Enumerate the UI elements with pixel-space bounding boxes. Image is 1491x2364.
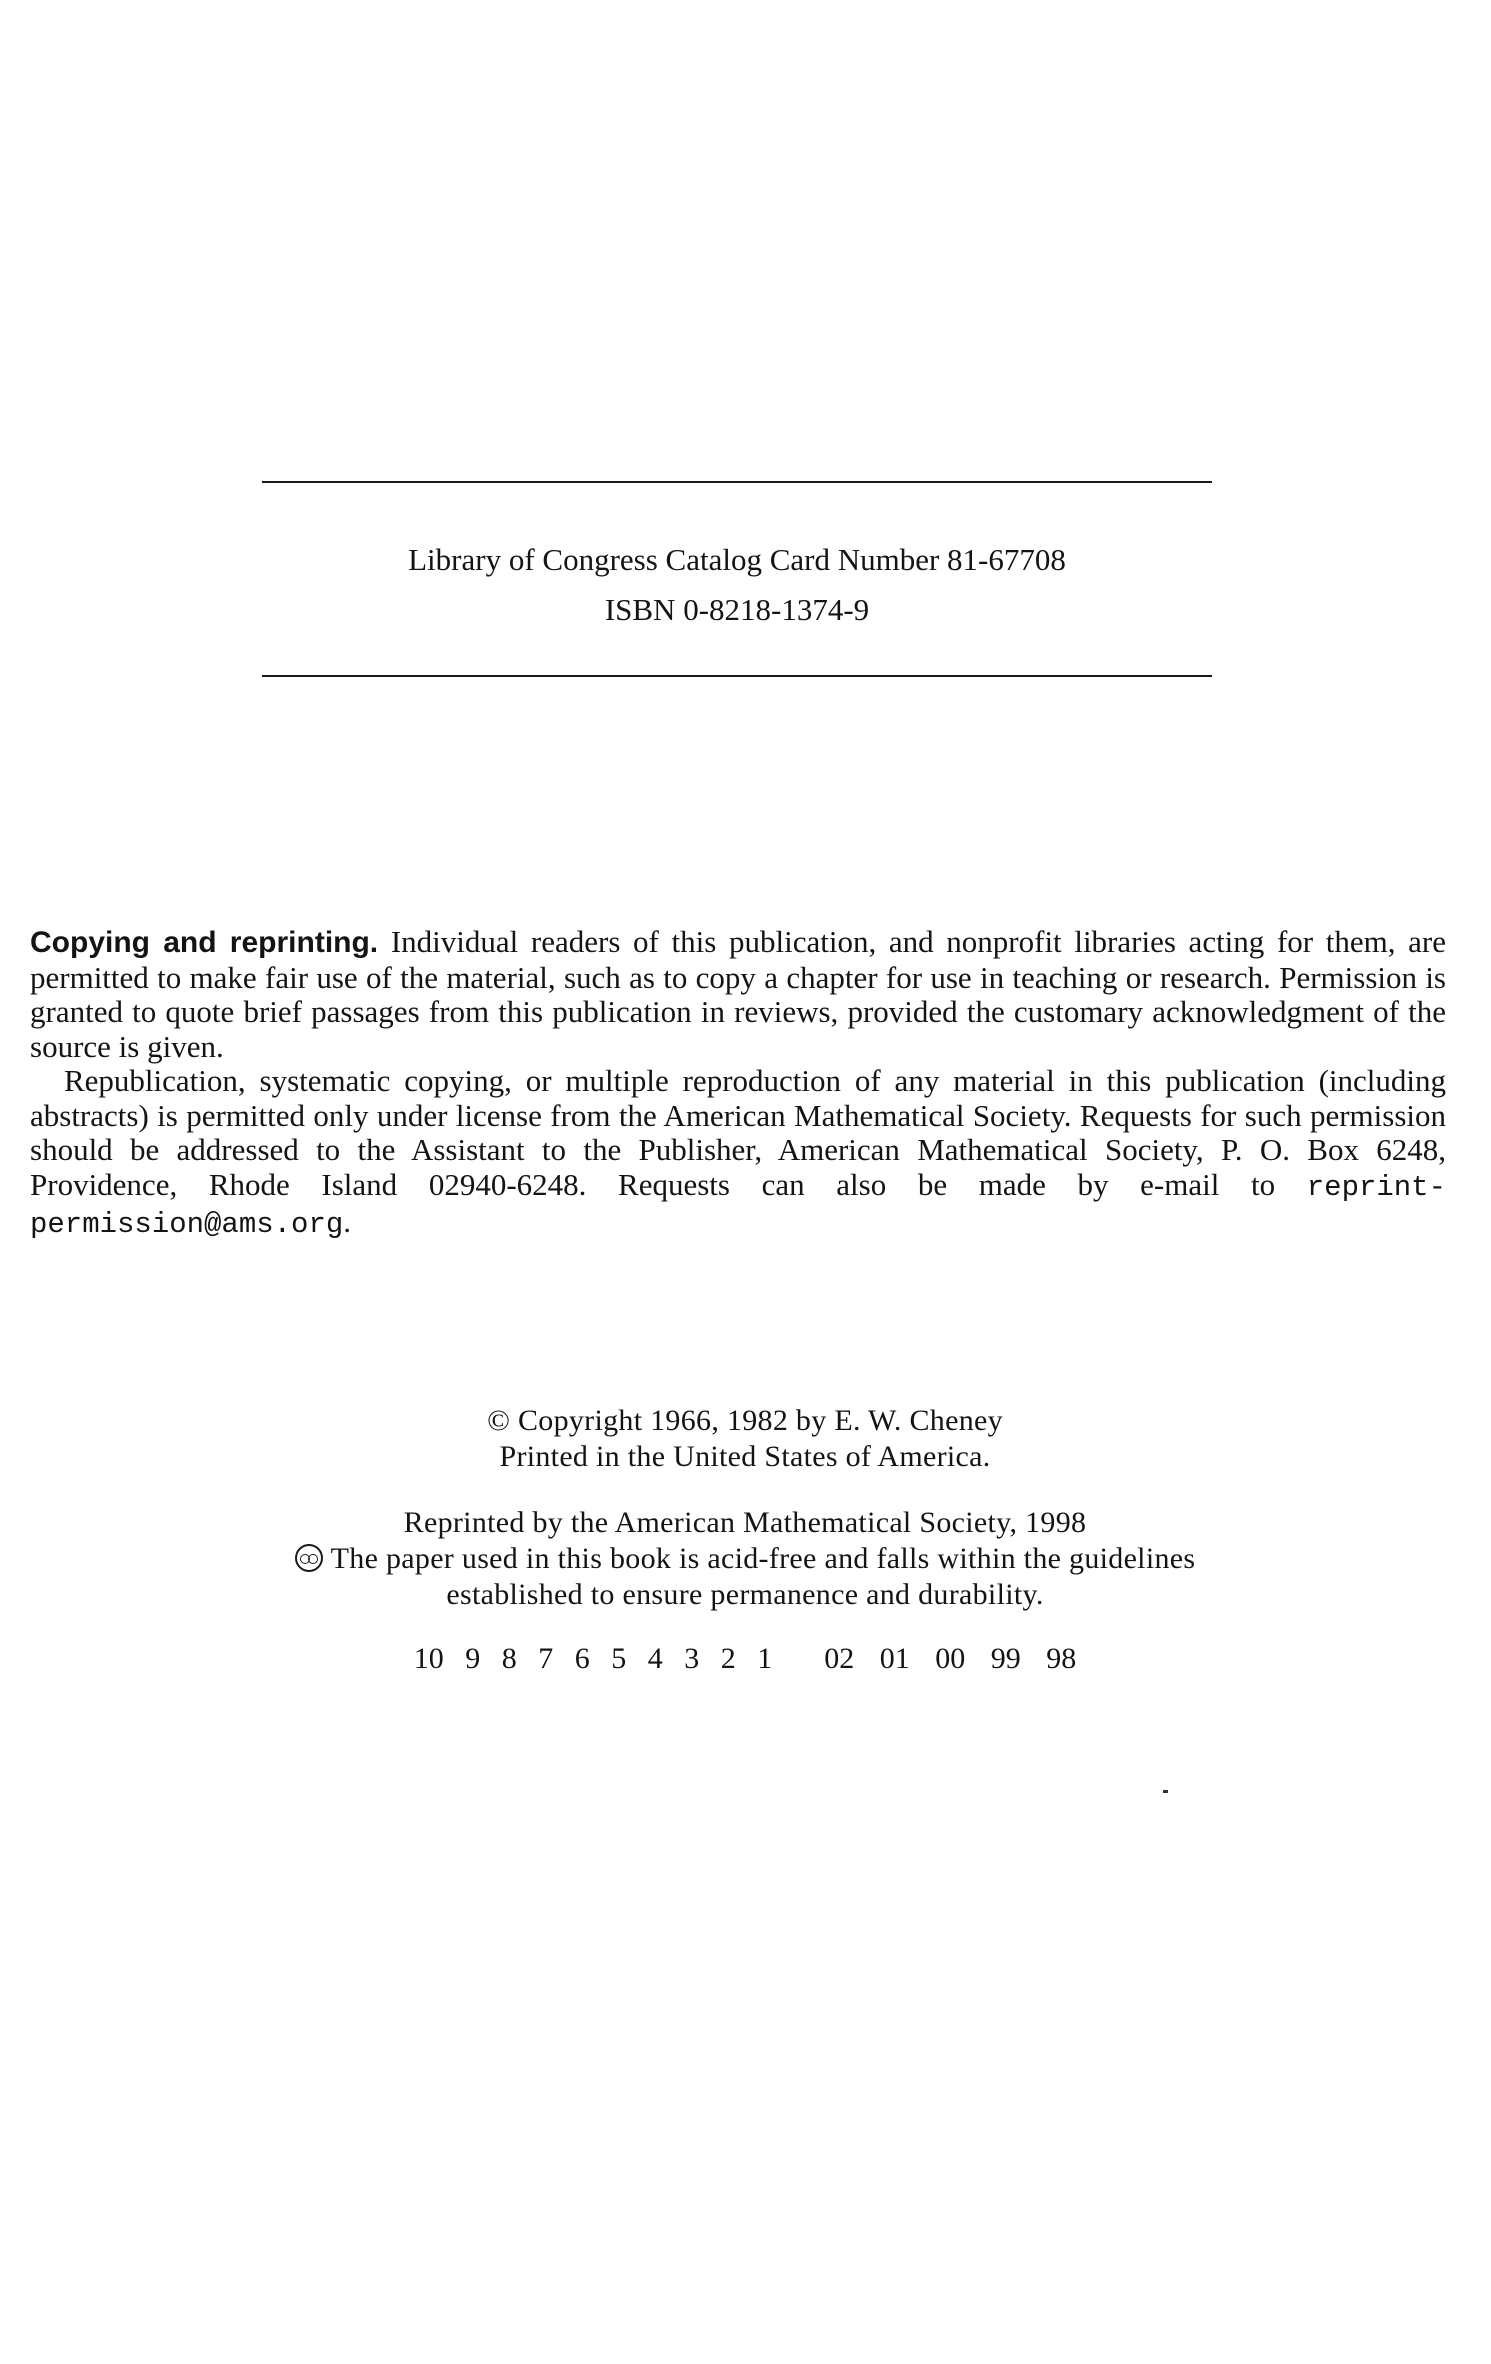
bottom-divider: [262, 675, 1212, 677]
isbn: ISBN 0-8218-1374-9: [604, 592, 870, 627]
printing-line: [230, 1641, 1260, 1677]
copyright-block: [230, 1403, 1260, 1613]
permissions-notice: [30, 925, 1446, 1243]
permissions-text-2: Republication, systematic copying, or multiple reproduction of any material in this publication (including abstracts) is permitted only under license from the American Mathematical Society. Requests for such permission should be addressed to the Assistant to the Publisher, American Mathematical Society, P. O. Box 6248, Providence, Rhode Island 02940-6248. Requests can also be made by e-mail to: [30, 1063, 1446, 1202]
print-years: 02 01 00 99 98: [824, 1642, 1077, 1675]
catalog-info: [262, 535, 1212, 635]
paper-notice-line-1: The paper used in this book is acid-free and falls within the guidelines: [330, 1542, 1196, 1575]
permission-email-link[interactable]: reprint-permission@ams.org: [30, 1170, 1446, 1241]
acid-free-paper-icon: [295, 1544, 323, 1572]
email-period: .: [343, 1204, 352, 1239]
catalog-card-number: Library of Congress Catalog Card Number 81-67708: [408, 542, 1066, 577]
paper-notice-line-2: established to ensure permanence and durability.: [446, 1578, 1044, 1611]
reprint-notice: Reprinted by the American Mathematical Society, 1998: [403, 1506, 1087, 1539]
permissions-paragraph-2: [30, 1064, 1446, 1243]
permissions-text-1: Individual readers of this publication, and nonprofit libraries acting for them, are permitted to make fair use of the material, such as to copy a chapter for use in teaching or research. Permission is granted to quote brief passages from this publication in reviews, provided the customary acknowledgment of the source is given.: [30, 924, 1447, 1064]
copyright-notice: © Copyright 1966, 1982 by E. W. Cheney: [487, 1404, 1003, 1437]
scan-speck: [1163, 1790, 1168, 1793]
printed-in: Printed in the United States of America.: [499, 1440, 991, 1473]
paper-notice: [230, 1541, 1260, 1577]
permissions-heading: Copying and reprinting.: [30, 926, 379, 959]
permissions-paragraph-1: [30, 925, 1446, 1064]
print-run-numbers: 10 9 8 7 6 5 4 3 2 1: [413, 1642, 773, 1675]
spacer: [230, 1475, 1260, 1505]
top-divider: [262, 481, 1212, 483]
